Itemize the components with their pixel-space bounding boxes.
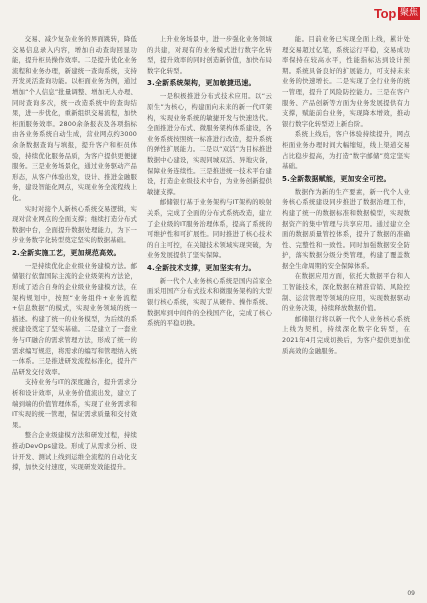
paragraph: 能。目前业务已实现全面上线，累计处理交易超过亿笔，系统运行平稳，交易成功率保持在较高水平，性能指标达到设计预期。系统具备良好的扩展能力，可支持未来业务的快速增长。二是实现了全行业务的统一管理，提升了风险防控能力。三是在客户服务、产品创新等方面为业务发展提供有力支撑，赋能前台业务，实现降本增效，推动银行数字化转型迈上新台阶。 [282, 35, 410, 128]
section-heading: 5.全新数据赋能，更加安全可控。 [282, 174, 391, 183]
paragraph: 支持业务与IT的深度融合，提升需求分析和设计效率，从业务价值流出发，建立了端到端的价值管理体系，实现了业务需求和IT实现的统一管理，保证需求质量和交付效果。 [12, 378, 137, 429]
section-tag-cn: 聚焦 [399, 8, 418, 18]
paragraph: 邮储银行基于业务架构与IT架构的映射关系，完成了全面的分布式系统改造，建立了企业级的IT服务治理体系，提高了系统的可维护性和可扩展性。同时推进了核心技术的自主可控，在关键技术领域实现突破，为业务发展提供了坚实保障。 [147, 198, 272, 260]
paragraph: 一是积极推进分布式技术应用。以“云原生”为核心，构建面向未来的新一代IT架构，实现业务系统的敏捷开发与快速迭代。全面推进分布式、微服务架构体系建设，各业务系统按照统一标准进行改造，提升系统的弹性扩展能力。二是以“双活”为目标推进数据中心建设，实现同城双活、异地灾备，保障业务连续性。三是推进统一技术平台建设，打造企业级技术中台，为业务创新提供敏捷支撑。 [147, 92, 272, 196]
section-tag [374, 6, 420, 21]
paragraph: 一是持续优化企业级业务建模方法。邮储银行依靠国际主流的企业级架构方法论，形成了适合自身的企业级业务建模方法，在架构规划中，按照“业务组件+业务流程+信息数据”的模式，实现业务领域的统一描述。构建了统一的业务模型，为后续的系统建设奠定了坚实基础。二是建立了一套业务与IT融合的需求管理方法，形成了统一的需求编写规范，将需求的编写和管理纳入统一体系。三是推进研发流程标准化，提升产品研发交付效率。 [12, 261, 137, 376]
paragraph: 整合企业级建模方法和研发过程，持续推动DevOps建设。形成了从需求分析、设计开发、测试上线到运维全流程的自动化支撑，加快交付速度，实现研发效能提升。 [12, 431, 137, 472]
article-column-left [12, 34, 137, 473]
section-heading: 3.全新系统架构，更加敏捷迅速。 [147, 79, 256, 88]
paragraph: 在数据应用方面，依托大数据平台和人工智能技术，深化数据在精准营销、风险控制、运营管理等领域的应用，实现数据驱动的业务决策，持续释放数据价值。 [282, 272, 410, 313]
page-number: 09 [407, 590, 415, 597]
section-heading: 4.全新技术支撑，更加坚实有力。 [147, 263, 256, 272]
paragraph: 交易、减少复杂业务的界面跳转，降低交易信息录入内容，增加自动查询回显功能，提升柜员操作效率。二是提升优化业务流程和业务办理，新建统一查询系统，支持开发灵活查询功能。以柜面业务为例，通过增加“个人信息”批量调整、增加无人办理、同时查询多次，统一改造系统中的查询结果，进一步优化，重新组织交易流程，加快柜面服务效率。2800余条报表及各项指标由各业务系统自动生成，营业网点约3000余条数据查询与填报，提升客户和柜员体验，持续优化服务品质，为客户提供更便捷服务。三是业务场景化，通过业务驱动产品形态，从客户体验出发，设计、推进金融服务，建设智能化网点，实现业务全流程线上化。 [12, 35, 137, 202]
paragraph: 实时对接个人新核心系统交易逻辑，实现对营业网点的全面支撑；继续打造分布式数据中台，全面提升数据处理能力，为下一步业务数字化转型奠定坚实的数据基础。 [12, 204, 137, 245]
paragraph: 数据作为新的生产要素，新一代个人业务核心系统建设同步推进了数据治理工作，构建了统一的数据标准和数据模型，实现数据资产的集中管理与共享应用。通过建立全面的数据质量管控体系，提升了数据的准确性、完整性和一致性。同时加强数据安全防护，落实数据分级分类管理，构建了覆盖数据全生命周期的安全保障体系。 [282, 187, 410, 270]
paragraph: 上升业务场景中，进一步强化业务领域的共建，对现有的业务模式进行数字化转型，提升效率的同时创造新价值，加快布局数字化转型。 [147, 35, 272, 75]
article-column-right [282, 34, 410, 356]
paragraph: 系统上线后，客户体验持续提升，网点柜面业务办理时间大幅缩短，线上渠道交易占比稳步提高，为打造“数字邮储”奠定坚实基础。 [282, 130, 410, 171]
article-column-middle [147, 34, 272, 329]
section-heading: 2.全新实施工艺，更加规范高效。 [12, 248, 121, 257]
paragraph: 新一代个人业务核心系统是国内首家全面采用国产分布式技术和微服务架构的大型银行核心系统，实现了从硬件、操作系统、数据库到中间件的全栈国产化，完成了核心系统的平稳切换。 [147, 276, 272, 328]
paragraph: 邮储银行将以新一代个人业务核心系统上线为契机，持续深化数字化转型，在2021年4月完成切换后，为客户提供更加优质高效的金融服务。 [282, 314, 410, 355]
section-tag-en: Top [374, 6, 396, 21]
